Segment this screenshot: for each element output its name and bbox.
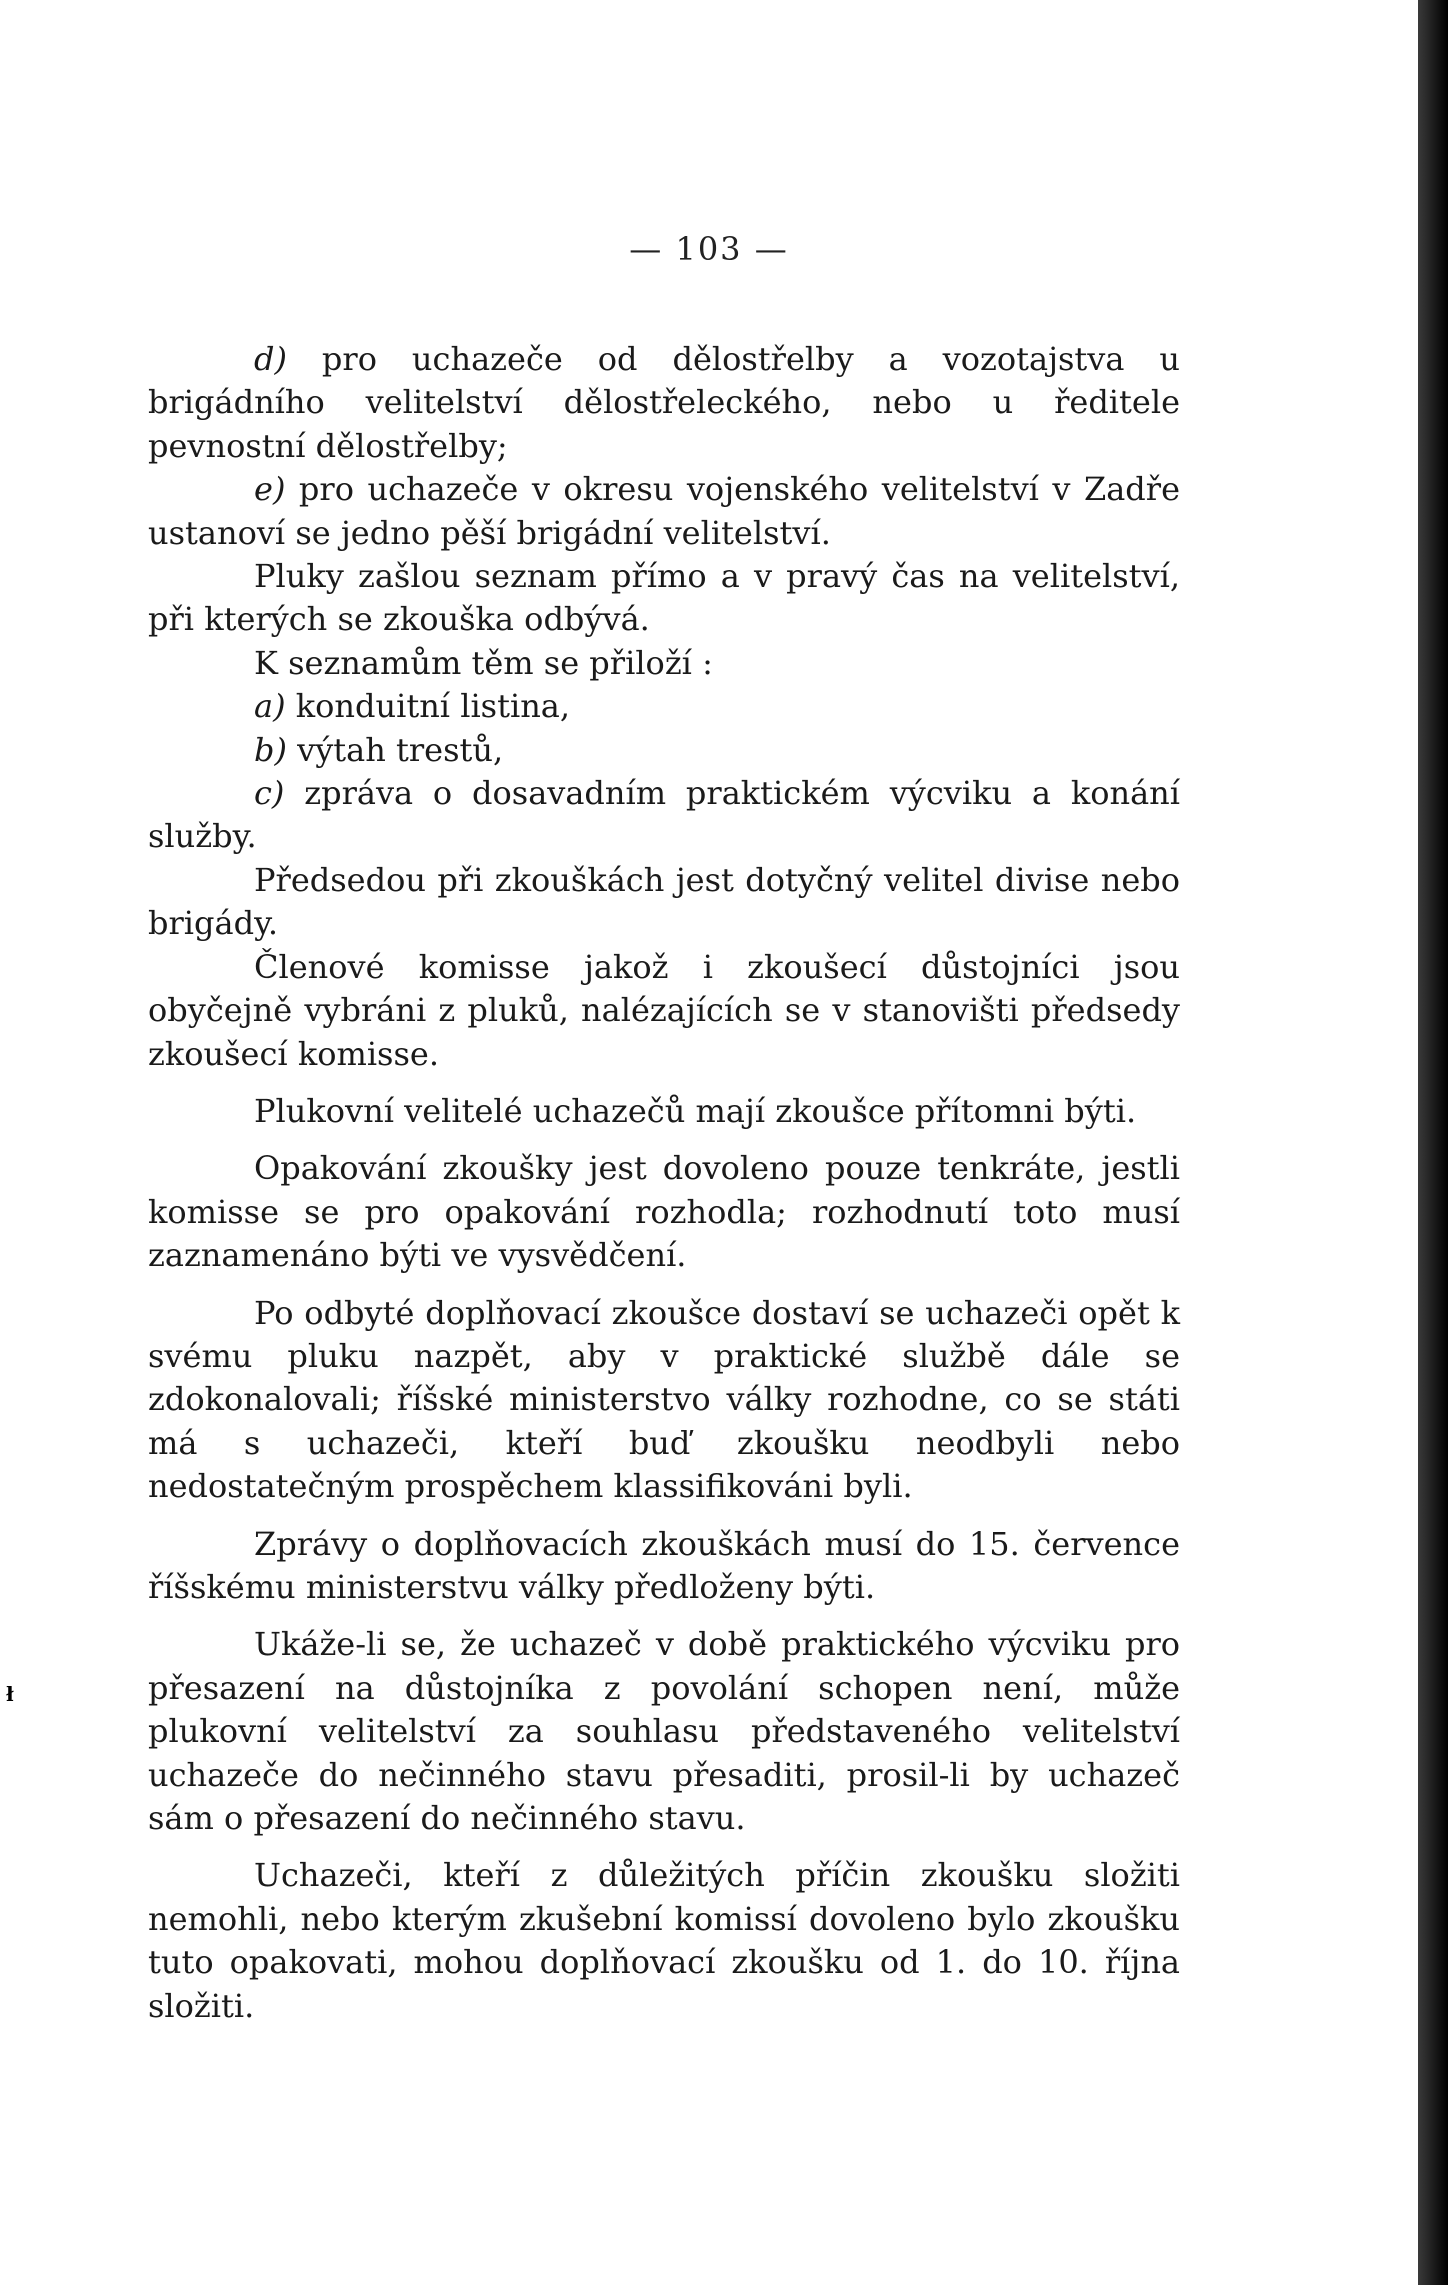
paragraph-text: Opakování zkoušky jest dovoleno pouze tenkráte, jestli komisse se pro opakování rozhodla; rozhodnutí toto musí zaznamenáno býti ve vysvědčení. xyxy=(148,1149,1180,1275)
paragraph-text: pro uchazeče v okresu vojenského velitelství v Zadře ustanoví se jedno pěší brigádní velitelství. xyxy=(148,470,1180,552)
paragraph-text: Předsedou při zkouškách jest dotyčný velitel divise nebo brigády. xyxy=(148,860,1180,943)
item-label: a) xyxy=(254,687,286,726)
paragraph-text: Po odbyté doplňovací zkoušce dostaví se uchazeči opět k svému pluku nazpět, aby v praktické službě dále se zdokonalovali; říšské ministerstvo války rozhodne, co se státi má s uchazeči, kteří buď zkoušku neodbyli nebo nedostatečným prospěchem klassifikováni byli. xyxy=(148,1293,1180,1506)
paragraph xyxy=(148,1523,1180,1610)
scan-edge xyxy=(1418,0,1448,2285)
paragraph-text: Zprávy o doplňovacích zkouškách musí do 15. července říšskému ministerstvu války předloženy býti. xyxy=(148,1524,1180,1606)
paragraph xyxy=(148,1090,1180,1133)
paragraph-text: Ukáže-li se, že uchazeč v době praktického výcviku pro přesazení na důstojníka z povolání schopen není, může plukovní velitelství za souhlasu představeného velitelství uchazeče do nečinného stavu přesaditi, prosil-li by uchazeč sám o přesazení do nečinného stavu. xyxy=(148,1625,1180,1837)
paragraph-text: Plukovní velitelé uchazečů mají zkoušce přítomni býti. xyxy=(254,1091,1137,1130)
paragraph-text: Členové komisse jakož i zkoušecí důstojníci jsou obyčejně vybráni z pluků, nalézajících se v stanovišti předsedy zkoušecí komisse. xyxy=(148,947,1180,1073)
paragraph xyxy=(148,555,1180,642)
paragraph xyxy=(148,772,1180,859)
paragraph-text: Uchazeči, kteří z důležitých příčin zkoušku složiti nemohli, nebo kterým zkušební komissí dovoleno bylo zkoušku tuto opakovati, mohou doplňovací zkoušku od 1. do 10. října složiti. xyxy=(148,1856,1180,2025)
paragraph xyxy=(148,685,1180,728)
paragraph-text: Pluky zašlou seznam přímo a v pravý čas na velitelství, při kterých se zkouška odbývá. xyxy=(148,557,1180,639)
paragraph xyxy=(148,1292,1180,1509)
item-label: c) xyxy=(254,774,285,813)
item-label: b) xyxy=(254,730,287,769)
item-label: e) xyxy=(254,470,286,509)
paragraph xyxy=(148,859,1180,946)
paragraph xyxy=(148,642,1180,685)
paragraph xyxy=(148,1623,1180,1840)
margin-mark: ł xyxy=(6,1682,14,1706)
page-number: — 103 — xyxy=(629,230,789,268)
paragraph-text: K seznamům těm se přiloží : xyxy=(254,643,713,682)
paragraph xyxy=(148,1147,1180,1277)
paragraph-text: zpráva o dosavadním praktickém výcviku a konání služby. xyxy=(148,774,1181,856)
paragraph xyxy=(148,338,1180,468)
item-label: d) xyxy=(254,340,287,378)
paragraph-text: konduitní listina, xyxy=(295,687,571,726)
paragraph-text: pro uchazeče od dělostřelby a vozotajstva u brigádního velitelství dělostřeleckého, nebo u ředitele pevnostní dělostřelby; xyxy=(148,340,1180,465)
paragraph xyxy=(148,946,1180,1076)
paragraph-text: výtah trestů, xyxy=(297,730,504,769)
paragraph xyxy=(148,1854,1180,2028)
body-text xyxy=(148,338,1180,2028)
paragraph xyxy=(148,468,1180,555)
paragraph xyxy=(148,729,1180,772)
